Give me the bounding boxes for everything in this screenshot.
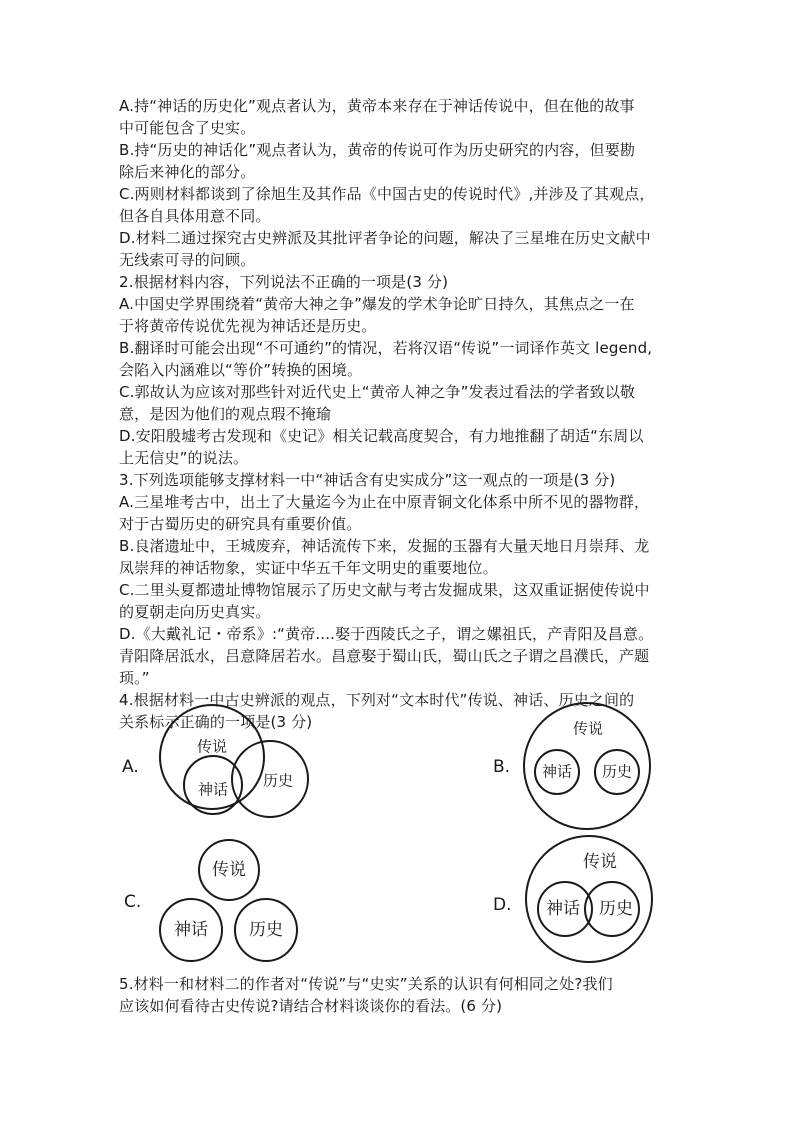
q3-option-a-line1: A.三星堆考古中，出土了大量迄今为止在中原青铜文化体系中所不见的器物群， (119, 493, 650, 511)
q2-option-d-line1: D.安阳殷墟考古发现和《史记》相关记载高度契合，有力地推翻了胡适“东周以 (119, 427, 644, 445)
diagram-a-text-chuanshuo: 传说 (196, 737, 228, 756)
q2-option-c-line2: 意，是因为他们的观点瑕不掩瑜 (119, 405, 332, 423)
q3-option-d-line1: D.《大戴礼记・帝系》:“黄帝....娶于西陵氏之子，谓之嫘祖氏，产青阳及昌意。 (119, 625, 654, 643)
diagram-d-text-chuanshuo: 传说 (583, 852, 617, 872)
q1-option-a-line1: A.持“神话的历史化”观点者认为，黄帝本来存在于神话传说中，但在他的故事 (119, 97, 635, 115)
diagram-c-text-chuanshuo: 传说 (212, 860, 246, 880)
q1-option-c-line1: C.两则材料都谈到了徐旭生及其作品《中国古史的传说时代》,并涉及了其观点， (119, 185, 655, 203)
q2-option-c-line1: C.郭故认为应该对那些针对近代史上“黄帝人神之争”发表过看法的学者致以敬 (119, 383, 636, 401)
q2-option-b-line1: B.翻译时可能会出现“不可通约”的情况，若将汉语“传说”一词译作英文 legend, (119, 339, 653, 357)
q3-option-a-line2: 对于古蜀历史的研究具有重要价值。 (119, 515, 362, 533)
q3-option-b-line2: 凤崇拜的神话物象，实证中华五千年文明史的重要地位。 (119, 559, 498, 577)
q1-option-a-line2: 中可能包含了史实。 (119, 119, 256, 137)
q2-option-a-line2: 于将黄帝传说优先视为神话还是历史。 (119, 317, 377, 335)
q3-option-d-line3: 顼。” (119, 669, 150, 687)
diagram-b-label: B. (493, 757, 511, 777)
diagram-c-text-shenhua: 神话 (174, 920, 208, 940)
q1-option-d-line1: D.材料二通过探究古史辨派及其批评者争论的问题，解决了三星堆在历史文献中 (119, 229, 651, 247)
q3-option-d-line2: 青阳降居泜水，吕意降居若水。昌意娶于蜀山氏，蜀山氏之子谓之昌濮氏，产题 (119, 647, 650, 665)
q1-option-d-line2: 无线索可寻的问顾。 (119, 251, 256, 269)
diagram-a-label: A. (122, 757, 139, 777)
q5-line2: 应该如何看待古史传说?请结合材料谈谈你的看法。(6 分) (119, 997, 503, 1015)
q3-option-c-line1: C.二里头夏都遗址博物馆展示了历史文献与考古发掘成果，这双重证据使传说中 (119, 581, 650, 599)
q5-line1: 5.材料一和材料二的作者对“传说”与“史实”关系的认识有何相同之处?我们 (119, 975, 613, 993)
q4-stem-line1: 4.根据材料一中古史辨派的观点，下列对“文本时代”传说、神话、历史之间的 (119, 691, 635, 709)
diagram-d-text-lishi: 历史 (599, 899, 633, 919)
diagram-c-label: C. (124, 892, 142, 912)
diagram-d-label: D. (493, 895, 512, 915)
q4-stem-line2: 关系标示正确的一项是(3 分) (119, 713, 313, 731)
q1-option-b-line1: B.持“历史的神话化”观点者认为，黄帝的传说可作为历史研究的内容，但要勘 (119, 141, 636, 159)
q1-option-b-line2: 除后来神化的部分。 (119, 163, 256, 181)
diagram-b-text-lishi: 历史 (601, 762, 633, 781)
diagram-a-text-shenhua: 神话 (197, 780, 229, 799)
diagram-b-text-chuanshuo: 传说 (572, 719, 604, 738)
q2-option-d-line2: 上无信史”的说法。 (119, 449, 249, 467)
q3-stem: 3.下列选项能够支撑材料一中“神话含有史实成分”这一观点的一项是(3 分) (119, 471, 616, 489)
q2-stem: 2.根据材料内容，下列说法不正确的一项是(3 分) (119, 273, 449, 291)
q2-option-a-line1: A.中国史学界围绕着“黄帝大神之争”爆发的学术争论旷日持久，其焦点之一在 (119, 295, 635, 313)
diagram-b-text-shenhua: 神话 (541, 762, 573, 781)
q3-option-b-line1: B.良渚遗址中，王城废弃，神话流传下来，发掘的玉器有大量天地日月崇拜、龙 (119, 537, 650, 555)
diagram-d-text-shenhua: 神话 (546, 899, 580, 919)
diagram-a-text-lishi: 历史 (262, 771, 294, 790)
q1-option-c-line2: 但各自具体用意不同。 (119, 207, 271, 225)
q3-option-c-line2: 的夏朝走向历史真实。 (119, 603, 271, 621)
diagram-c-text-lishi: 历史 (249, 920, 283, 940)
q2-option-b-line2: 会陷入内涵难以“等价”转换的困境。 (119, 361, 363, 379)
